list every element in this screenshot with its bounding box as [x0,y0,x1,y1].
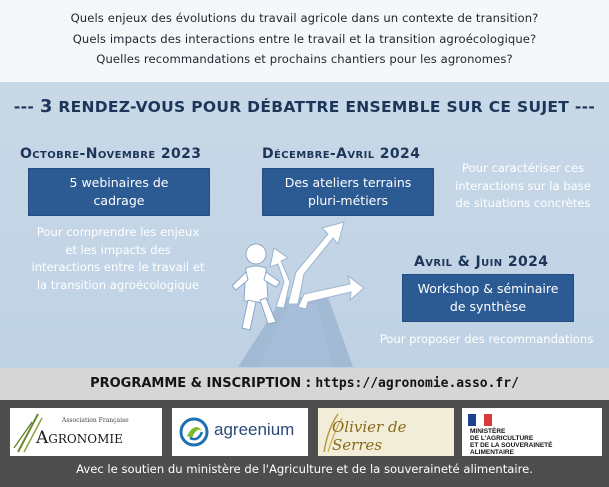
event-3-box [402,274,574,322]
event-3-title-line2: de synthèse [449,299,527,314]
ministere-line: DE L'AGRICULTURE [470,435,534,442]
question-1: Quels enjeux des évolutions du travail agricole dans un contexte de transition? [70,11,539,25]
ministere-line: ET DE LA SOUVERAINETÉ [470,442,553,449]
ministere-label [470,428,552,456]
event-1-title-line1: 5 webinaires de [69,175,169,190]
agreenium-label: agreenium [214,420,295,439]
headline-text: RENDEZ-VOUS POUR DÉBATTRE ENSEMBLE SUR CE SUJET --- [52,98,596,116]
event-2-title-line1: Des ateliers terrains [284,175,412,190]
logo-agreenium [172,408,308,456]
event-3-title-line1: Workshop & séminaire [417,281,559,296]
event-3-desc-line: Pour proposer des recommandations [379,332,594,346]
headline-number: 3 [39,96,53,117]
event-2-box [262,168,434,216]
questions-header [0,0,609,82]
event-2-title-line2: pluri-métiers [307,193,389,208]
agronomie-small-label: Association Française [62,417,129,424]
event-1-desc-line: interactions entre le travail et [31,260,205,274]
headline [0,96,609,117]
agronomie-label: Agronomie [36,428,123,448]
event-3-description [364,331,609,349]
event-2-date: Décembre-Avril 2024 [262,146,421,162]
agreenium-swirl-icon [178,416,210,448]
program-band [0,368,609,400]
logo-ministere [462,408,602,456]
ministere-line: MINISTÈRE [470,428,506,435]
event-1-desc-line: Pour comprendre les enjeux [36,225,200,239]
ministere-line: ALIMENTAIRE [470,449,514,456]
question-3: Quelles recommandations et prochains chantiers pour les agronomes? [96,52,513,66]
program-label: PROGRAMME & INSCRIPTION : [90,376,316,391]
schedule-panel [0,82,609,368]
event-1-desc-line: et les impacts des [65,242,171,257]
olivier-label: Olivier de Serres [332,418,407,454]
path-figure-illustration [218,212,378,367]
logo-agronomie [10,408,162,456]
french-flag-icon [468,414,492,426]
program-link[interactable]: https://agronomie.asso.fr/ [315,376,519,391]
event-2-description [442,160,604,213]
event-2-desc-line: Pour caractériser ces [461,161,585,175]
event-1-date: Octobre-Novembre 2023 [20,146,202,162]
event-1-title-line2: cadrage [93,193,145,208]
logo-olivier-de-serres [318,408,454,456]
question-2: Quels impacts des interactions entre le travail et la transition agroécologique? [72,31,537,46]
headline-prefix: --- [13,98,40,116]
event-1-box [28,168,210,216]
footer [0,400,609,487]
event-3-date: Avril & Juin 2024 [414,254,549,270]
event-1-desc-line: la transition agroécologique [36,277,200,292]
event-1-description [6,224,230,294]
event-2-desc-line: de situations concrètes [455,196,591,210]
event-2-desc-line: interactions sur la base [455,178,591,193]
sponsor-text: Avec le soutien du ministère de l'Agriculture et de la souveraineté alimentaire. [76,462,533,476]
